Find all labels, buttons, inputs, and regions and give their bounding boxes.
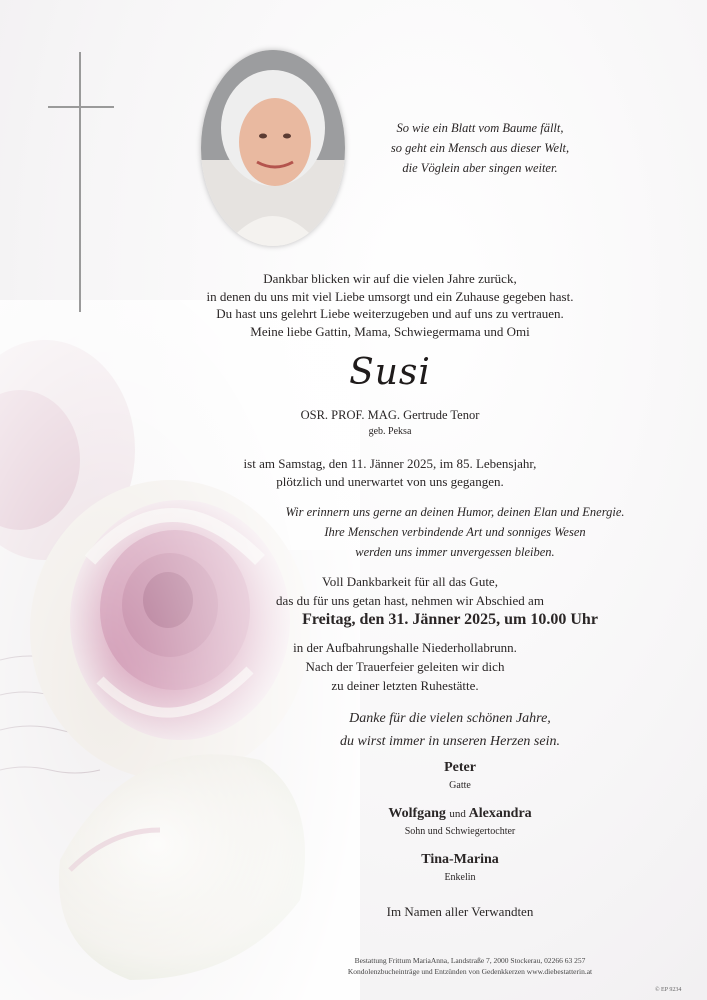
memory-line: Ihre Menschen verbindende Art und sonniges Wesen [324, 525, 586, 539]
relative-name: Peter [444, 760, 476, 775]
closing-text [300, 707, 600, 753]
memory-line: werden uns immer unvergessen bleiben. [355, 545, 555, 559]
funeral-datetime: Freitag, den 31. Jänner 2025, um 10.00 Uhr [302, 611, 598, 628]
deceased-full-name: OSR. PROF. MAG. Gertrude Tenor [300, 408, 480, 422]
footer-line: Bestattung Frittum MariaAnna, Landstraße 7, 2000 Stockerau, 02266 63 257 [354, 956, 586, 965]
intro-text [160, 270, 620, 340]
intro-line: Dankbar blicken wir auf die vielen Jahre zurück, [263, 271, 517, 286]
quote-line: so geht ein Mensch aus dieser Welt, [390, 141, 570, 155]
farewell-line: Voll Dankbarkeit für all das Gute, [322, 574, 498, 589]
relative-role: Sohn und Schwiegertochter [404, 826, 516, 837]
place-line: zu deiner letzten Ruhestätte. [331, 678, 479, 693]
relative-name: Tina-Marina [421, 852, 499, 867]
deceased-birth-name: geb. Peksa [368, 426, 412, 437]
funeral-place [240, 638, 570, 695]
intro-line: Du hast uns gelehrt Liebe weiterzugeben und auf uns zu vertrauen. [216, 306, 564, 321]
death-line: plötzlich und unerwartet von uns gegangen. [276, 474, 504, 489]
closing-line: Danke für die vielen schönen Jahre, [349, 711, 551, 726]
farewell-text [230, 572, 590, 610]
footer [300, 955, 640, 977]
place-line: Nach der Trauerfeier geleiten wir dich [305, 659, 505, 674]
cross-icon [48, 52, 114, 312]
deceased-portrait [201, 50, 345, 246]
relative-role: Enkelin [444, 872, 476, 883]
poem-quote [360, 118, 600, 178]
relative-und: und [449, 808, 466, 820]
death-line: ist am Samstag, den 11. Jänner 2025, im 85. Lebensjahr, [243, 456, 537, 471]
quote-line: So wie ein Blatt vom Baume fällt, [396, 121, 564, 135]
memory-line: Wir erinnern uns gerne an deinen Humor, deinen Elan und Energie. [285, 505, 625, 519]
deceased-nickname: Susi [349, 352, 431, 393]
place-line: in der Aufbahrungshalle Niederhollabrunn. [293, 640, 517, 655]
closing-line: du wirst immer in unseren Herzen sein. [340, 734, 560, 749]
intro-line: in denen du uns mit viel Liebe umsorgt und ein Zuhause gegeben hast. [206, 288, 574, 304]
relative-name-a: Wolfgang [388, 806, 446, 821]
death-notice [230, 455, 550, 491]
memory-text [255, 502, 655, 562]
quote-line: die Vöglein aber singen weiter. [402, 161, 558, 175]
intro-line: Meine liebe Gattin, Mama, Schwiegermama und Omi [250, 323, 530, 339]
relative-role: Gatte [449, 780, 471, 791]
farewell-line: das du für uns getan hast, nehmen wir Abschied am [276, 593, 544, 608]
footer-line: Kondolenzbucheinträge und Entzünden von Gedenkkerzen www.diebestatterin.at [347, 967, 593, 976]
document-code: © EP 9234 [655, 987, 682, 993]
relative-name [280, 806, 640, 822]
relative-name-b: Alexandra [468, 806, 532, 821]
all-relatives: Im Namen aller Verwandten [386, 904, 534, 919]
